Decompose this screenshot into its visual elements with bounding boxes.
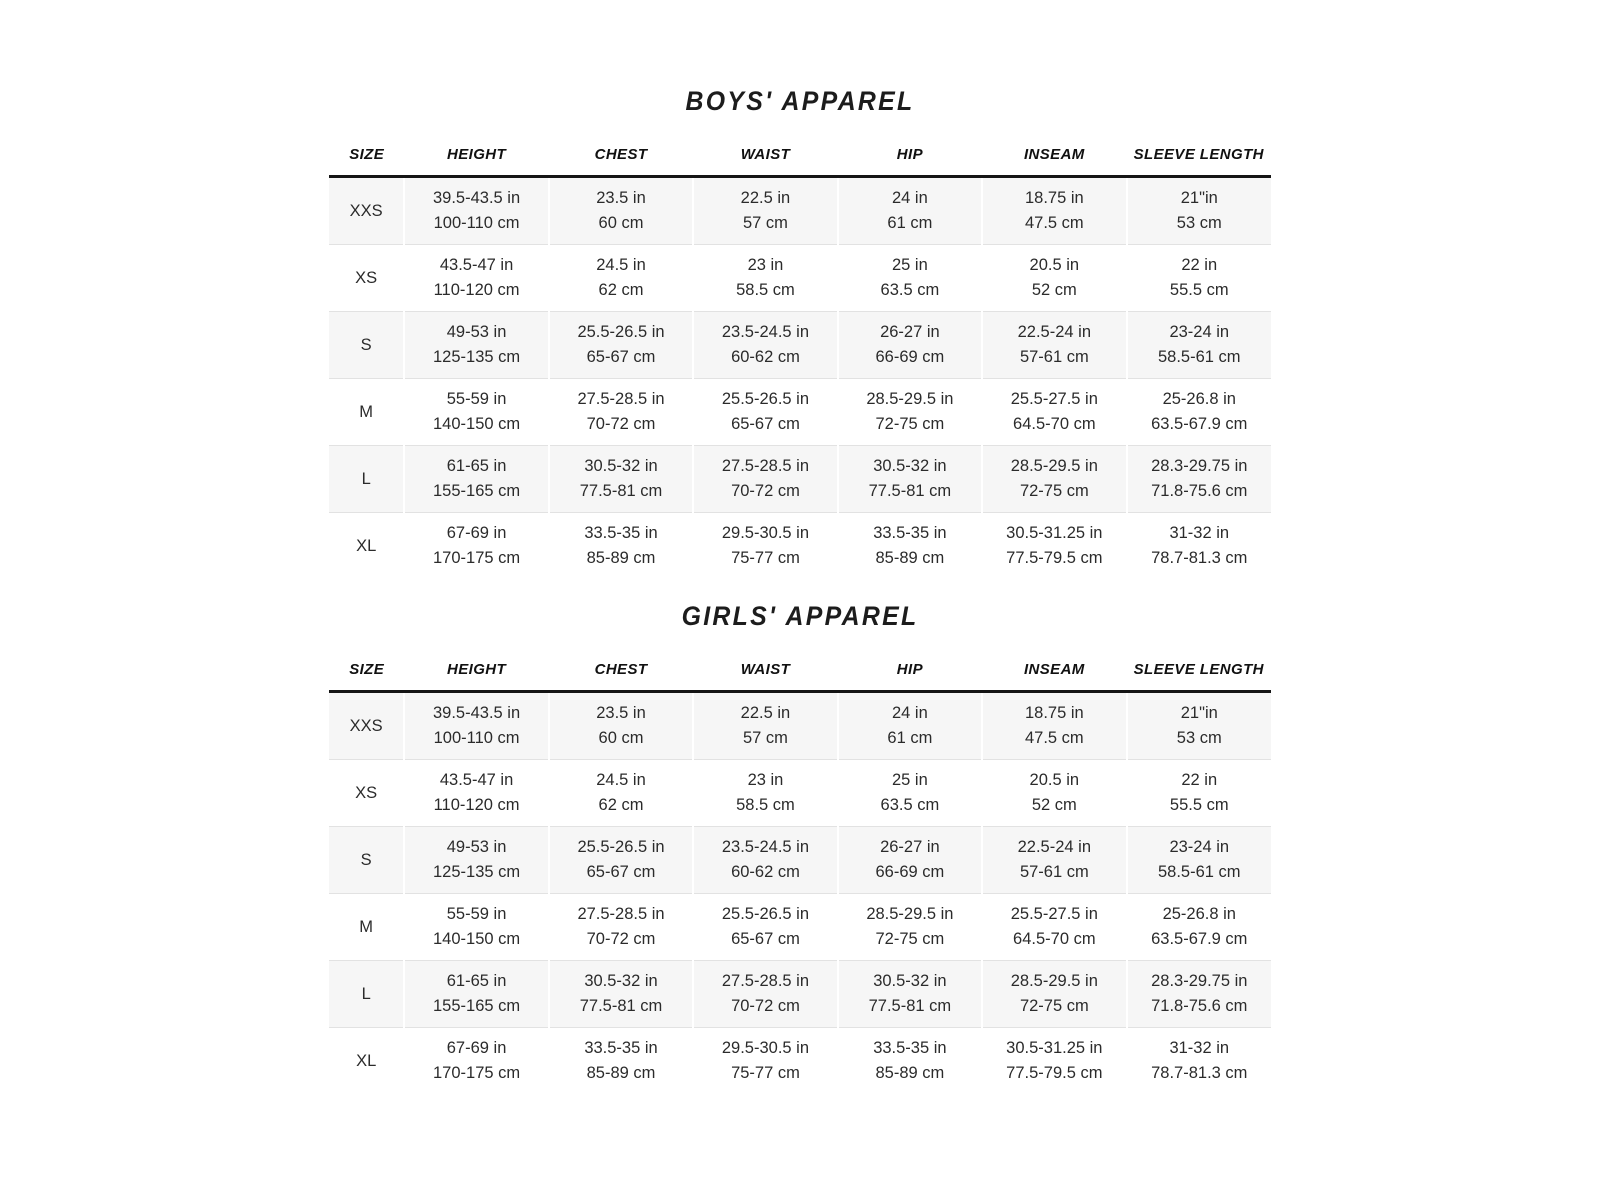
girls-apparel-title: GIRLS' APPAREL [681, 601, 919, 631]
measurement-cell [982, 446, 1126, 513]
measurement-inches: 25 in [892, 771, 928, 789]
measurement-cell [693, 961, 837, 1028]
measurement-cell [982, 513, 1126, 580]
header-row [329, 130, 1271, 177]
measurement-cell [1127, 827, 1271, 894]
size-cell: XS [329, 245, 404, 312]
measurement-cm: 63.5-67.9 cm [1151, 930, 1248, 948]
measurement-cell [404, 692, 548, 760]
measurement-inches: 31-32 in [1169, 1039, 1230, 1057]
measurement-inches: 22.5-24 in [1017, 838, 1092, 856]
column-header-size: SIZE [329, 645, 404, 692]
measurement-cell [404, 312, 548, 379]
measurement-cell [404, 760, 548, 827]
column-header-height: HEIGHT [404, 130, 548, 177]
measurement-cm: 72-75 cm [1019, 997, 1089, 1015]
measurement-cell [1127, 961, 1271, 1028]
measurement-cell [404, 827, 548, 894]
measurement-cell [693, 177, 837, 245]
measurement-inches: 22.5 in [740, 704, 791, 722]
measurement-cell [1127, 446, 1271, 513]
measurement-inches: 22.5-24 in [1017, 323, 1092, 341]
measurement-cm: 85-89 cm [875, 549, 945, 567]
measurement-inches: 23-24 in [1169, 838, 1230, 856]
measurement-cell [838, 312, 982, 379]
measurement-inches: 27.5-28.5 in [577, 390, 665, 408]
measurement-cm: 72-75 cm [1019, 482, 1089, 500]
table-row [329, 513, 1271, 580]
size-cell: M [329, 894, 404, 961]
measurement-cell [982, 379, 1126, 446]
measurement-cm: 65-67 cm [586, 863, 656, 881]
measurement-inches: 18.75 in [1024, 189, 1084, 207]
measurement-cell [549, 692, 693, 760]
measurement-cm: 77.5-79.5 cm [1006, 549, 1103, 567]
measurement-inches: 22 in [1181, 771, 1218, 789]
girls-table-body [329, 692, 1271, 1095]
measurement-inches: 24 in [892, 704, 928, 722]
measurement-cell [404, 245, 548, 312]
measurement-cell [549, 379, 693, 446]
measurement-cell [549, 961, 693, 1028]
measurement-cm: 62 cm [598, 796, 644, 814]
measurement-inches: 28.5-29.5 in [866, 390, 954, 408]
measurement-cm: 60-62 cm [731, 863, 800, 881]
measurement-cm: 170-175 cm [433, 1064, 521, 1082]
measurement-cm: 75-77 cm [731, 549, 800, 567]
measurement-cm: 70-72 cm [586, 930, 656, 948]
table-row [329, 692, 1271, 760]
column-header-size: SIZE [329, 130, 404, 177]
measurement-cm: 100-110 cm [433, 729, 520, 747]
measurement-inches: 30.5-31.25 in [1006, 524, 1103, 542]
measurement-cell [1127, 379, 1271, 446]
measurement-cell [982, 245, 1126, 312]
measurement-cell [982, 894, 1126, 961]
measurement-cm: 53 cm [1176, 214, 1222, 232]
measurement-cm: 57-61 cm [1019, 863, 1089, 881]
measurement-cm: 77.5-79.5 cm [1006, 1064, 1103, 1082]
measurement-cell [1127, 760, 1271, 827]
measurement-inches: 28.5-29.5 in [866, 905, 954, 923]
measurement-inches: 25.5-27.5 in [1010, 905, 1098, 923]
measurement-inches: 24.5 in [596, 256, 646, 274]
size-cell: XL [356, 536, 377, 555]
measurement-cm: 75-77 cm [731, 1064, 800, 1082]
measurement-cell [693, 379, 837, 446]
measurement-inches: 25-26.8 in [1162, 390, 1236, 408]
measurement-cell [1127, 245, 1271, 312]
column-header-chest: CHEST [549, 645, 693, 692]
column-header-hip: HIP [838, 130, 982, 177]
measurement-inches: 33.5-35 in [584, 524, 658, 542]
size-cell: XXS [329, 177, 404, 245]
table-row [329, 1028, 1271, 1095]
measurement-cell [549, 177, 693, 245]
measurement-inches: 29.5-30.5 in [721, 1039, 810, 1057]
measurement-cell [982, 1028, 1126, 1095]
measurement-inches: 28.5-29.5 in [1010, 457, 1098, 475]
measurement-inches: 33.5-35 in [584, 1039, 658, 1057]
size-cell: S [329, 827, 404, 894]
measurement-cm: 110-120 cm [433, 796, 520, 814]
measurement-cell [838, 245, 982, 312]
measurement-cm: 58.5-61 cm [1158, 348, 1241, 366]
measurement-cm: 57 cm [742, 214, 788, 232]
measurement-cm: 58.5-61 cm [1158, 863, 1241, 881]
measurement-cm: 72-75 cm [875, 930, 945, 948]
table-row [329, 312, 1271, 379]
measurement-cell [693, 312, 837, 379]
measurement-inches: 22 in [1181, 256, 1218, 274]
measurement-cm: 140-150 cm [433, 415, 521, 433]
measurement-cell [404, 1028, 548, 1095]
measurement-inches: 20.5 in [1029, 771, 1080, 789]
measurement-cell [1127, 894, 1271, 961]
measurement-inches: 25.5-27.5 in [1010, 390, 1098, 408]
measurement-cell [838, 760, 982, 827]
measurement-cm: 140-150 cm [433, 930, 521, 948]
measurement-cm: 78.7-81.3 cm [1151, 1064, 1248, 1082]
measurement-inches: 31-32 in [1169, 524, 1230, 542]
measurement-inches: 25.5-26.5 in [721, 390, 810, 408]
measurement-inches: 43.5-47 in [439, 771, 514, 789]
measurement-cm: 70-72 cm [731, 482, 800, 500]
measurement-inches: 61-65 in [446, 457, 507, 475]
measurement-cm: 70-72 cm [586, 415, 656, 433]
boys-apparel-table [329, 130, 1271, 579]
measurement-cell [404, 177, 548, 245]
measurement-cell [549, 513, 693, 580]
measurement-cell [982, 961, 1126, 1028]
measurement-inches: 30.5-32 in [873, 972, 947, 990]
measurement-inches: 23.5 in [596, 704, 646, 722]
measurement-inches: 49-53 in [446, 323, 507, 341]
measurement-cm: 72-75 cm [875, 415, 945, 433]
measurement-cm: 61 cm [887, 214, 933, 232]
measurement-cm: 85-89 cm [586, 1064, 656, 1082]
measurement-cm: 47.5 cm [1024, 214, 1084, 232]
measurement-cell [693, 827, 837, 894]
measurement-cell [549, 894, 693, 961]
measurement-cm: 55.5 cm [1169, 281, 1229, 299]
measurement-cell [1127, 177, 1271, 245]
measurement-cell [404, 446, 548, 513]
measurement-cell [693, 760, 837, 827]
measurement-inches: 21"in [1180, 189, 1218, 207]
measurement-cell [838, 827, 982, 894]
measurement-cell [404, 961, 548, 1028]
measurement-cm: 57-61 cm [1019, 348, 1089, 366]
boys-apparel-section [329, 84, 1271, 579]
measurement-inches: 24.5 in [596, 771, 646, 789]
measurement-inches: 30.5-32 in [873, 457, 947, 475]
measurement-inches: 27.5-28.5 in [721, 972, 810, 990]
table-row [329, 760, 1271, 827]
boys-apparel-title: BOYS' APPAREL [685, 86, 915, 116]
measurement-inches: 33.5-35 in [873, 1039, 947, 1057]
measurement-cell [693, 245, 837, 312]
measurement-cell [982, 692, 1126, 760]
measurement-cm: 100-110 cm [433, 214, 520, 232]
measurement-inches: 25 in [892, 256, 928, 274]
column-header-inseam: INSEAM [982, 130, 1126, 177]
measurement-cell [693, 1028, 837, 1095]
measurement-cm: 61 cm [887, 729, 933, 747]
measurement-inches: 25-26.8 in [1162, 905, 1236, 923]
measurement-cell [693, 894, 837, 961]
measurement-inches: 61-65 in [446, 972, 507, 990]
measurement-cell [838, 513, 982, 580]
size-cell: S [329, 312, 404, 379]
measurement-cm: 58.5 cm [736, 281, 795, 299]
measurement-cm: 65-67 cm [731, 930, 800, 948]
measurement-cell [549, 1028, 693, 1095]
measurement-cm: 77.5-81 cm [868, 997, 952, 1015]
measurement-cell [838, 177, 982, 245]
column-header-height: HEIGHT [404, 645, 548, 692]
measurement-cell [693, 513, 837, 580]
table-row [329, 245, 1271, 312]
measurement-cm: 63.5 cm [880, 796, 940, 814]
measurement-cm: 52 cm [1031, 796, 1077, 814]
size-chart-page [329, 0, 1271, 1094]
measurement-cell [982, 760, 1126, 827]
size-cell: XXS [329, 692, 404, 760]
measurement-cm: 53 cm [1176, 729, 1222, 747]
measurement-inches: 67-69 in [446, 1039, 507, 1057]
boys-table-body [329, 177, 1271, 580]
measurement-cm: 170-175 cm [433, 549, 521, 567]
size-cell: XL [356, 1051, 377, 1070]
column-header-waist: WAIST [693, 130, 837, 177]
table-row [329, 961, 1271, 1028]
table-row [329, 894, 1271, 961]
measurement-cm: 66-69 cm [875, 348, 945, 366]
measurement-inches: 27.5-28.5 in [577, 905, 665, 923]
measurement-inches: 28.3-29.75 in [1151, 457, 1248, 475]
table-row [329, 379, 1271, 446]
measurement-cm: 60 cm [598, 214, 644, 232]
table-row [329, 446, 1271, 513]
measurement-cell [838, 379, 982, 446]
table-row [329, 827, 1271, 894]
column-header-chest: CHEST [549, 130, 693, 177]
measurement-cm: 65-67 cm [586, 348, 656, 366]
measurement-cm: 52 cm [1031, 281, 1077, 299]
measurement-inches: 18.75 in [1024, 704, 1084, 722]
measurement-inches: 23 in [747, 256, 784, 274]
measurement-cm: 71.8-75.6 cm [1151, 482, 1248, 500]
measurement-cm: 63.5 cm [880, 281, 940, 299]
measurement-inches: 23.5 in [596, 189, 646, 207]
measurement-inches: 30.5-32 in [584, 457, 658, 475]
measurement-cm: 66-69 cm [875, 863, 945, 881]
measurement-inches: 25.5-26.5 in [577, 838, 665, 856]
measurement-cm: 60-62 cm [731, 348, 800, 366]
column-header-hip: HIP [838, 645, 982, 692]
measurement-cm: 57 cm [742, 729, 788, 747]
measurement-cm: 125-135 cm [433, 348, 521, 366]
measurement-cm: 125-135 cm [433, 863, 521, 881]
measurement-cm: 77.5-81 cm [579, 482, 663, 500]
measurement-cell [404, 379, 548, 446]
measurement-cm: 60 cm [598, 729, 644, 747]
size-cell: L [329, 961, 404, 1028]
measurement-inches: 39.5-43.5 in [433, 189, 521, 207]
column-header-sleeve-length: SLEEVE LENGTH [1127, 645, 1271, 692]
measurement-cell [1127, 692, 1271, 760]
measurement-inches: 33.5-35 in [873, 524, 947, 542]
measurement-cell [982, 827, 1126, 894]
measurement-cell [1127, 513, 1271, 580]
measurement-cm: 78.7-81.3 cm [1151, 549, 1248, 567]
measurement-cm: 155-165 cm [433, 997, 521, 1015]
measurement-cell [549, 760, 693, 827]
measurement-cell [838, 894, 982, 961]
measurement-inches: 23 in [747, 771, 784, 789]
measurement-inches: 28.3-29.75 in [1151, 972, 1248, 990]
measurement-inches: 67-69 in [446, 524, 507, 542]
measurement-cell [693, 692, 837, 760]
boys-table-header [329, 130, 1271, 177]
measurement-cell [549, 446, 693, 513]
measurement-cell [838, 446, 982, 513]
column-header-inseam: INSEAM [982, 645, 1126, 692]
column-header-sleeve-length: SLEEVE LENGTH [1127, 130, 1271, 177]
girls-table-header [329, 645, 1271, 692]
measurement-inches: 55-59 in [446, 905, 507, 923]
measurement-cell [982, 177, 1126, 245]
measurement-cell [1127, 312, 1271, 379]
table-row [329, 177, 1271, 245]
measurement-inches: 27.5-28.5 in [721, 457, 810, 475]
measurement-cm: 62 cm [598, 281, 644, 299]
measurement-cm: 47.5 cm [1024, 729, 1084, 747]
header-row [329, 645, 1271, 692]
measurement-inches: 39.5-43.5 in [433, 704, 521, 722]
measurement-inches: 25.5-26.5 in [577, 323, 665, 341]
measurement-cell [982, 312, 1126, 379]
size-cell: XS [329, 760, 404, 827]
measurement-cm: 155-165 cm [433, 482, 521, 500]
measurement-cell [838, 692, 982, 760]
measurement-cell [693, 446, 837, 513]
measurement-inches: 23.5-24.5 in [721, 838, 810, 856]
measurement-cm: 85-89 cm [586, 549, 656, 567]
measurement-cm: 55.5 cm [1169, 796, 1229, 814]
measurement-inches: 49-53 in [446, 838, 507, 856]
measurement-cm: 58.5 cm [736, 796, 795, 814]
measurement-inches: 23-24 in [1169, 323, 1230, 341]
measurement-cm: 110-120 cm [433, 281, 520, 299]
measurement-inches: 26-27 in [880, 323, 940, 341]
measurement-cell [549, 312, 693, 379]
measurement-inches: 28.5-29.5 in [1010, 972, 1098, 990]
measurement-inches: 24 in [892, 189, 928, 207]
measurement-inches: 55-59 in [446, 390, 507, 408]
measurement-inches: 21"in [1180, 704, 1218, 722]
measurement-cm: 64.5-70 cm [1013, 930, 1096, 948]
measurement-cm: 71.8-75.6 cm [1151, 997, 1248, 1015]
measurement-inches: 22.5 in [740, 189, 791, 207]
girls-apparel-table [329, 645, 1271, 1094]
measurement-inches: 30.5-32 in [584, 972, 658, 990]
measurement-inches: 29.5-30.5 in [721, 524, 810, 542]
measurement-cm: 70-72 cm [731, 997, 800, 1015]
measurement-cell [1127, 1028, 1271, 1095]
measurement-cm: 77.5-81 cm [579, 997, 663, 1015]
girls-apparel-section [329, 599, 1271, 1094]
measurement-cell [549, 827, 693, 894]
measurement-inches: 20.5 in [1029, 256, 1080, 274]
measurement-inches: 30.5-31.25 in [1006, 1039, 1103, 1057]
measurement-cell [549, 245, 693, 312]
measurement-cm: 64.5-70 cm [1013, 415, 1096, 433]
measurement-cm: 63.5-67.9 cm [1151, 415, 1248, 433]
measurement-cell [404, 894, 548, 961]
size-cell: M [329, 379, 404, 446]
size-cell: L [329, 446, 404, 513]
measurement-inches: 23.5-24.5 in [721, 323, 810, 341]
column-header-waist: WAIST [693, 645, 837, 692]
measurement-cell [404, 513, 548, 580]
measurement-inches: 26-27 in [880, 838, 940, 856]
measurement-inches: 43.5-47 in [439, 256, 514, 274]
measurement-cm: 85-89 cm [875, 1064, 945, 1082]
measurement-cm: 77.5-81 cm [868, 482, 952, 500]
measurement-cell [838, 1028, 982, 1095]
measurement-cm: 65-67 cm [731, 415, 800, 433]
measurement-cell [838, 961, 982, 1028]
measurement-inches: 25.5-26.5 in [721, 905, 810, 923]
